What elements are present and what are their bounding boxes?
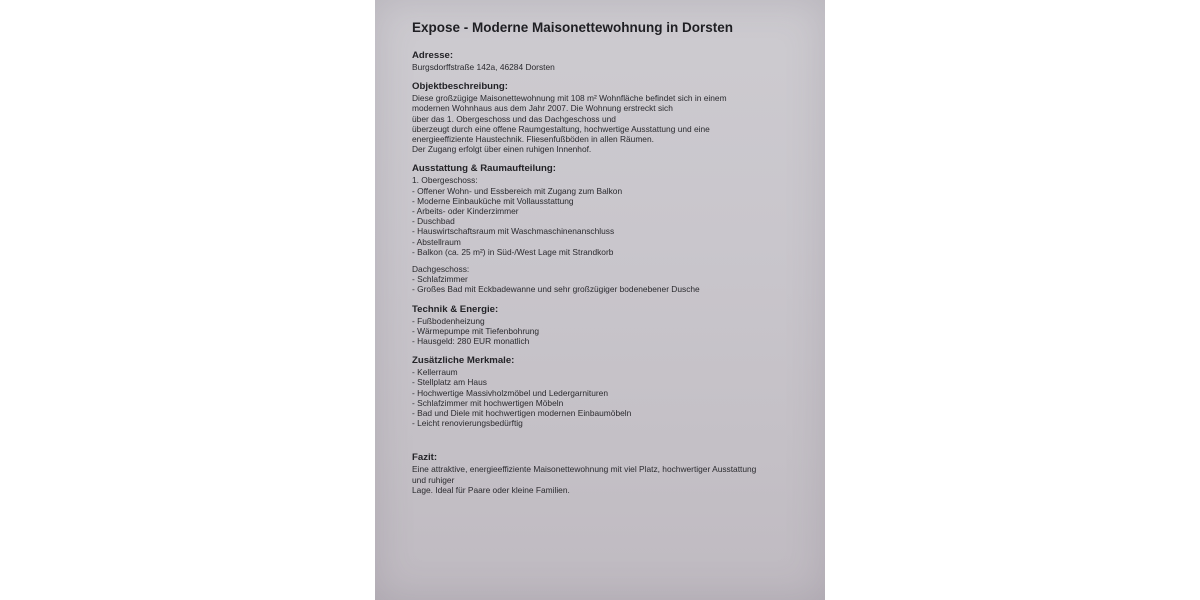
list-item: - Hausgeld: 280 EUR monatlich (412, 336, 530, 347)
list-item: - Kellerraum (412, 367, 458, 378)
address-value: Burgsdorffstraße 142a, 46284 Dorsten (412, 62, 555, 72)
document-photo (375, 0, 825, 600)
conclusion-line: Lage. Ideal für Paare oder kleine Familien. (412, 484, 570, 495)
list-item: - Großes Bad mit Eckbadewanne und sehr großzügiger bodenebener Dusche (412, 284, 700, 295)
description-line: Diese großzügige Maisonettewohnung mit 108 m² Wohnfläche befindet sich in einem (412, 93, 727, 104)
list-item: - Stellplatz am Haus (412, 377, 487, 388)
list-item: - Schlafzimmer mit hochwertigen Möbeln (412, 397, 564, 408)
attic-label: Dachgeschoss: (412, 264, 470, 275)
floor1-label: 1. Obergeschoss: (412, 175, 478, 186)
expose-sheet (412, 20, 812, 504)
conclusion-line: Eine attraktive, energieeffiziente Maisonettewohnung mit viel Platz, hochwertiger Ausstattung (412, 464, 757, 475)
list-item: - Hochwertige Massivholzmöbel und Ledergarnituren (412, 387, 608, 398)
features-section (412, 355, 812, 428)
list-item: - Wärmepumpe mit Tiefenbohrung (412, 325, 540, 336)
equipment-section (412, 163, 812, 294)
conclusion-line: und ruhiger (412, 474, 455, 485)
list-item: - Leicht renovierungsbedürftig (412, 418, 523, 429)
list-item: - Hauswirtschaftsraum mit Waschmaschinenanschluss (412, 226, 615, 237)
description-line: energieeffiziente Haustechnik. Fliesenfußböden in allen Räumen. (412, 134, 654, 145)
conclusion-heading: Fazit: (412, 452, 438, 464)
technology-heading: Technik & Energie: (412, 303, 499, 315)
conclusion-section (412, 452, 812, 495)
description-line: über das 1. Obergeschoss und das Dachgeschoss und (412, 113, 616, 124)
address-section (412, 50, 812, 72)
list-item: - Bad und Diele mit hochwertigen modernen Einbaumöbeln (412, 408, 632, 419)
list-item: - Schlafzimmer (412, 274, 468, 285)
attic-list (412, 274, 812, 294)
list-item: - Moderne Einbauküche mit Vollausstattung (412, 195, 574, 206)
description-heading: Objektbeschreibung: (412, 81, 508, 93)
document-title: Expose - Moderne Maisonettewohnung in Dorsten (412, 20, 734, 35)
list-item: - Fußbodenheizung (412, 315, 485, 326)
equipment-heading: Ausstattung & Raumaufteilung: (412, 163, 556, 175)
description-section (412, 81, 812, 154)
list-item: - Arbeits- oder Kinderzimmer (412, 206, 519, 217)
list-item: - Abstellraum (412, 236, 461, 247)
technology-list (412, 316, 812, 347)
features-heading: Zusätzliche Merkmale: (412, 355, 515, 367)
floor1-list (412, 186, 812, 257)
features-list (412, 367, 812, 428)
description-line: modernen Wohnhaus aus dem Jahr 2007. Die Wohnung erstreckt sich (412, 103, 673, 114)
address-heading: Adresse: (412, 50, 454, 61)
technology-section (412, 304, 812, 347)
description-line: überzeugt durch eine offene Raumgestaltung, hochwertige Ausstattung und eine (412, 123, 710, 134)
description-line: Der Zugang erfolgt über einen ruhigen Innenhof. (412, 144, 592, 155)
list-item: - Duschbad (412, 216, 455, 227)
list-item: - Balkon (ca. 25 m²) in Süd-/West Lage mit Strandkorb (412, 246, 614, 257)
list-item: - Offener Wohn- und Essbereich mit Zugang zum Balkon (412, 185, 623, 196)
